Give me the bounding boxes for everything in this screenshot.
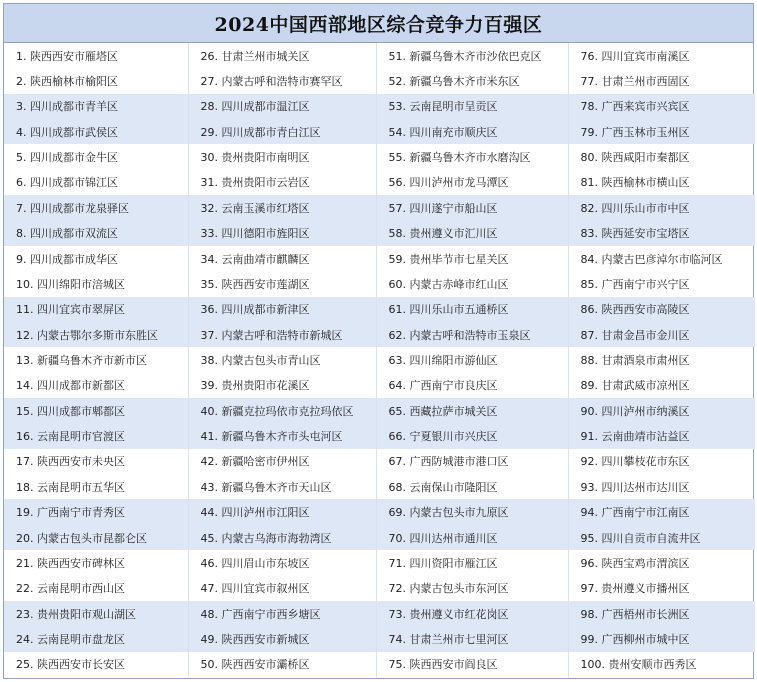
rank-entry: 94. 广西南宁市江南区 [568, 499, 755, 524]
table-row [4, 449, 755, 474]
rank-entry: 6. 四川成都市锦江区 [4, 170, 188, 195]
rank-entry: 18. 云南昆明市五华区 [4, 474, 188, 499]
rank-entry: 47. 四川宜宾市叙州区 [188, 576, 376, 601]
rank-entry: 14. 四川成都市新都区 [4, 373, 188, 398]
table-row [4, 525, 755, 550]
table-row [4, 246, 755, 271]
rank-entry: 4. 四川成都市武侯区 [4, 119, 188, 144]
rank-entry: 41. 新疆乌鲁木齐市头屯河区 [188, 423, 376, 448]
rank-entry: 35. 陕西西安市莲湖区 [188, 271, 376, 296]
rank-entry: 77. 甘肃兰州市西固区 [580, 75, 690, 89]
rank-entry: 68. 云南保山市隆阳区 [376, 474, 568, 499]
table-row [4, 119, 755, 144]
rank-entry: 23. 贵州贵阳市观山湖区 [4, 601, 188, 626]
rank-entry: 5. 四川成都市金牛区 [4, 144, 188, 169]
rank-entry: 43. 新疆乌鲁木齐市天山区 [188, 474, 376, 499]
rank-entry: 32. 云南玉溪市红塔区 [188, 195, 376, 220]
rank-entry: 49. 陕西西安市新城区 [188, 626, 376, 651]
rank-entry: 7. 四川成都市龙泉驿区 [4, 195, 188, 220]
rank-entry: 10. 四川绵阳市涪城区 [4, 271, 188, 296]
rank-entry: 85. 广西南宁市兴宁区 [580, 277, 690, 291]
rank-entry: 66. 宁夏银川市兴庆区 [376, 423, 568, 448]
rank-entry: 17. 陕西西安市未央区 [4, 449, 188, 474]
rank-entry: 3. 四川成都市青羊区 [4, 94, 188, 119]
rank-entry: 53. 云南昆明市呈贡区 [376, 94, 568, 119]
rank-entry: 80. 陕西咸阳市秦都区 [580, 151, 690, 165]
rank-entry: 30. 贵州贵阳市南明区 [188, 144, 376, 169]
rank-entry: 67. 广西防城港市港口区 [376, 449, 568, 474]
rank-entry: 87. 甘肃金昌市金川区 [568, 322, 755, 347]
rank-entry: 44. 四川泸州市江阳区 [188, 499, 376, 524]
rank-entry: 26. 甘肃兰州市城关区 [188, 43, 376, 68]
title-bar [4, 4, 753, 43]
table-row [4, 170, 755, 195]
rank-entry: 97. 贵州遵义市播州区 [580, 582, 690, 596]
rank-entry: 15. 四川成都市郫都区 [4, 398, 188, 423]
rank-entry: 76. 四川宜宾市南溪区 [580, 49, 690, 63]
table-row [4, 499, 755, 524]
rank-entry: 42. 新疆哈密市伊州区 [188, 449, 376, 474]
table-row [4, 43, 755, 68]
rank-entry: 63. 四川绵阳市游仙区 [376, 347, 568, 372]
page-title: 2024中国西部地区综合竞争力百强区 [214, 13, 543, 36]
rank-entry: 21. 陕西西安市碑林区 [4, 550, 188, 575]
rank-entry: 72. 内蒙古包头市东河区 [376, 576, 568, 601]
table-row [4, 144, 755, 169]
table-row [4, 601, 755, 626]
rank-entry: 73. 贵州遵义市红花岗区 [376, 601, 568, 626]
rank-entry: 13. 新疆乌鲁木齐市新市区 [4, 347, 188, 372]
rank-entry: 36. 四川成都市新津区 [188, 297, 376, 322]
rank-entry: 62. 内蒙古呼和浩特市玉泉区 [376, 322, 568, 347]
rank-entry: 16. 云南昆明市官渡区 [4, 423, 188, 448]
table-row [4, 195, 755, 220]
rank-entry: 56. 四川泸州市龙马潭区 [376, 170, 568, 195]
rank-entry: 90. 四川泸州市纳溪区 [568, 398, 755, 423]
rank-entry: 52. 新疆乌鲁木齐市米东区 [376, 68, 568, 93]
table-row [4, 322, 755, 347]
rank-entry: 75. 陕西西安市阎良区 [376, 652, 568, 677]
rank-entry: 54. 四川南充市顺庆区 [376, 119, 568, 144]
rank-entry: 69. 内蒙古包头市九原区 [376, 499, 568, 524]
rank-entry: 99. 广西柳州市城中区 [568, 626, 755, 651]
rank-entry: 46. 四川眉山市东坡区 [188, 550, 376, 575]
table-row [4, 550, 755, 575]
table-row [4, 373, 755, 398]
rank-entry: 1. 陕西西安市雁塔区 [4, 43, 188, 68]
table-row [4, 652, 755, 677]
table-row [4, 474, 755, 499]
table-row [4, 576, 755, 601]
rank-entry: 64. 广西南宁市良庆区 [376, 373, 568, 398]
table-row [4, 271, 755, 296]
rank-entry: 38. 内蒙古包头市青山区 [188, 347, 376, 372]
rank-entry: 100. 贵州安顺市西秀区 [580, 658, 697, 672]
rank-entry: 82. 四川乐山市市中区 [568, 195, 755, 220]
rank-entry: 29. 四川成都市青白江区 [188, 119, 376, 144]
rank-entry: 60. 内蒙古赤峰市红山区 [376, 271, 568, 296]
rank-entry: 92. 四川攀枝花市东区 [580, 455, 690, 469]
rank-entry: 89. 甘肃武威市凉州区 [580, 379, 690, 393]
rank-entry: 96. 陕西宝鸡市渭滨区 [580, 556, 690, 570]
rank-entry: 88. 甘肃酒泉市肃州区 [580, 353, 690, 367]
rank-entry: 91. 云南曲靖市沾益区 [568, 423, 755, 448]
rank-entry: 19. 广西南宁市青秀区 [4, 499, 188, 524]
table-row [4, 423, 755, 448]
rank-entry: 58. 贵州遵义市汇川区 [376, 221, 568, 246]
rank-entry: 34. 云南曲靖市麒麟区 [188, 246, 376, 271]
table-row [4, 94, 755, 119]
table-row [4, 221, 755, 246]
rank-entry: 24. 云南昆明市盘龙区 [4, 626, 188, 651]
rank-entry: 31. 贵州贵阳市云岩区 [188, 170, 376, 195]
rank-entry: 84. 内蒙古巴彦淖尔市临河区 [580, 252, 723, 266]
rank-entry: 98. 广西梧州市长洲区 [568, 601, 755, 626]
table-row [4, 347, 755, 372]
rank-entry: 25. 陕西西安市长安区 [4, 652, 188, 677]
table-row [4, 626, 755, 651]
rank-entry: 93. 四川达州市达川区 [580, 480, 690, 494]
rank-entry: 12. 内蒙古鄂尔多斯市东胜区 [4, 322, 188, 347]
table-row [4, 68, 755, 93]
rank-entry: 20. 内蒙古包头市昆都仑区 [4, 525, 188, 550]
rank-entry: 45. 内蒙古乌海市海勃湾区 [188, 525, 376, 550]
rank-entry: 71. 四川资阳市雁江区 [376, 550, 568, 575]
rank-entry: 48. 广西南宁市西乡塘区 [188, 601, 376, 626]
rank-entry: 51. 新疆乌鲁木齐市沙依巴克区 [376, 43, 568, 68]
rank-entry: 8. 四川成都市双流区 [4, 221, 188, 246]
rank-entry: 50. 陕西西安市灞桥区 [188, 652, 376, 677]
ranking-document [3, 3, 754, 679]
rank-entry: 9. 四川成都市成华区 [4, 246, 188, 271]
rank-entry: 22. 云南昆明市西山区 [4, 576, 188, 601]
rank-entry: 78. 广西来宾市兴宾区 [568, 94, 755, 119]
rank-entry: 74. 甘肃兰州市七里河区 [376, 626, 568, 651]
rank-entry: 33. 四川德阳市旌阳区 [188, 221, 376, 246]
table-row [4, 398, 755, 423]
rank-entry: 39. 贵州贵阳市花溪区 [188, 373, 376, 398]
rank-entry: 95. 四川自贡市自流井区 [568, 525, 755, 550]
rank-entry: 65. 西藏拉萨市城关区 [376, 398, 568, 423]
rank-entry: 2. 陕西榆林市榆阳区 [4, 68, 188, 93]
rank-entry: 59. 贵州毕节市七星关区 [376, 246, 568, 271]
ranking-table [4, 43, 755, 677]
rank-entry: 81. 陕西榆林市横山区 [580, 176, 690, 190]
rank-entry: 70. 四川达州市通川区 [376, 525, 568, 550]
ranking-table-body [4, 43, 755, 677]
rank-entry: 40. 新疆克拉玛依市克拉玛依区 [188, 398, 376, 423]
rank-entry: 37. 内蒙古呼和浩特市新城区 [188, 322, 376, 347]
rank-entry: 83. 陕西延安市宝塔区 [568, 221, 755, 246]
rank-entry: 79. 广西玉林市玉州区 [568, 119, 755, 144]
rank-entry: 27. 内蒙古呼和浩特市赛罕区 [188, 68, 376, 93]
rank-entry: 55. 新疆乌鲁木齐市水磨沟区 [376, 144, 568, 169]
rank-entry: 11. 四川宜宾市翠屏区 [4, 297, 188, 322]
rank-entry: 28. 四川成都市温江区 [188, 94, 376, 119]
rank-entry: 57. 四川遂宁市船山区 [376, 195, 568, 220]
rank-entry: 61. 四川乐山市五通桥区 [376, 297, 568, 322]
table-row [4, 297, 755, 322]
rank-entry: 86. 陕西西安市高陵区 [568, 297, 755, 322]
